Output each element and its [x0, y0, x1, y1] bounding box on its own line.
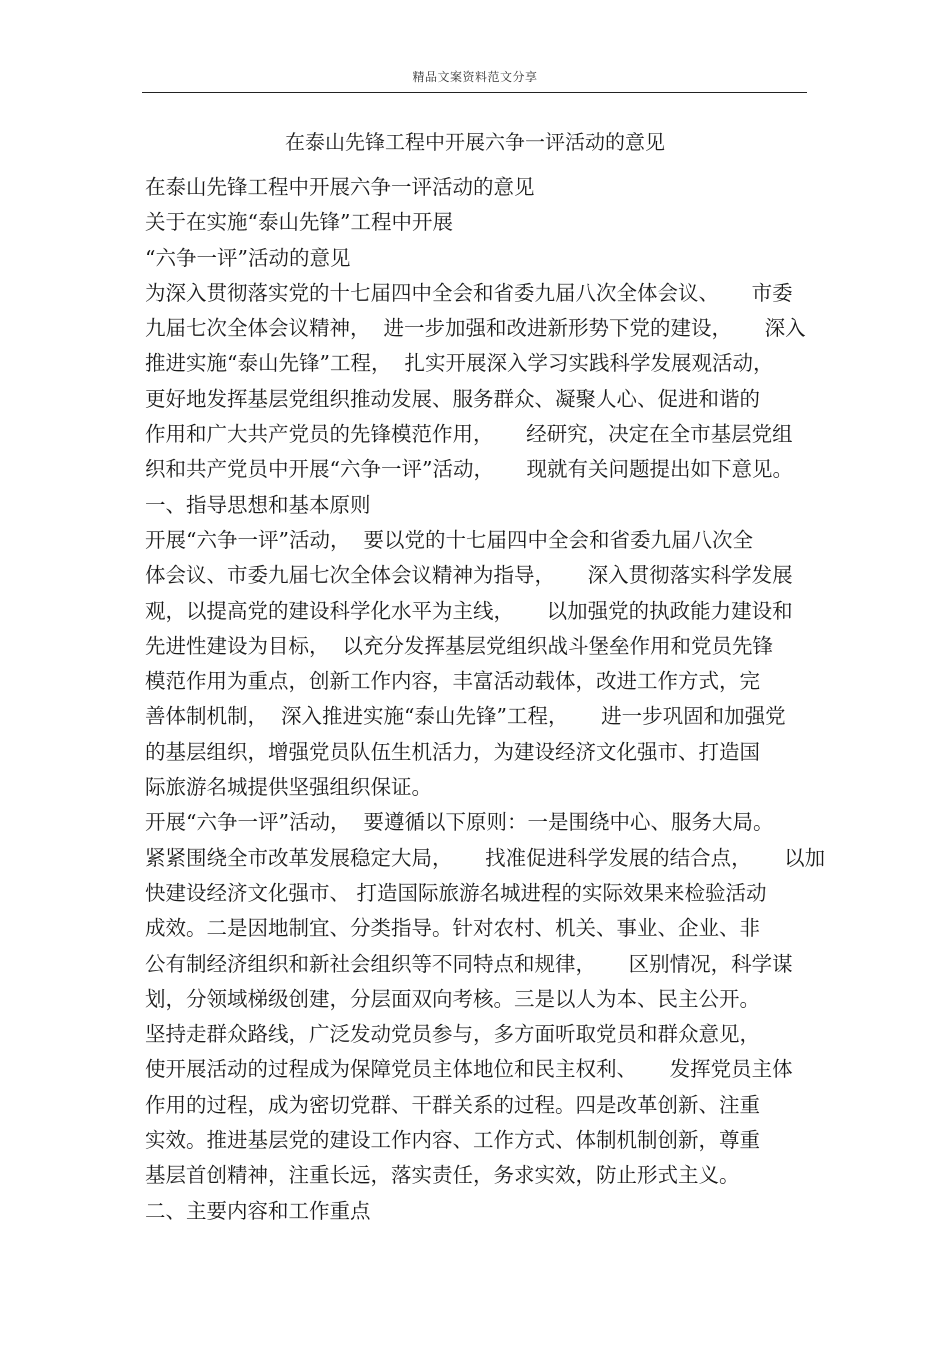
body-line: 观，以提高党的建设科学化水平为主线， 以加强党的执政能力建设和 [145, 598, 793, 623]
body-line: 在泰山先锋工程中开展六争一评活动的意见 [145, 175, 535, 199]
body-line: 开展“六争一评”活动， 要以党的十七届四中全会和省委九届八次全 [145, 527, 753, 552]
body-line: 先进性建设为目标， 以充分发挥基层党组织战斗堡垒作用和党员先锋 [145, 633, 774, 658]
body-line: 一、指导思想和基本原则 [145, 492, 371, 517]
body-line: 坚持走群众路线，广泛发动党员参与，多方面听取党员和群众意见， [145, 1022, 760, 1047]
body-line: 际旅游名城提供坚强组织保证。 [145, 775, 432, 800]
body-line: 紧紧围绕全市改革发展稳定大局， 找准促进科学发展的结合点， 以加 [145, 845, 826, 870]
body-line: 成效。二是因地制宜、分类指导。针对农村、机关、事业、企业、非 [145, 916, 760, 941]
body-line: 快建设经济文化强市、 打造国际旅游名城进程的实际效果来检验活动 [145, 880, 767, 905]
body-line: 善体制机制， 深入推进实施“泰山先锋”工程， 进一步巩固和加强党 [145, 704, 786, 729]
header-divider [142, 92, 807, 93]
body-line: 实效。推进基层党的建设工作内容、工作方式、体制机制创新，尊重 [145, 1128, 760, 1153]
body-line: 织和共产党员中开展“六争一评”活动， 现就有关问题提出如下意见。 [145, 457, 794, 482]
body-line: 为深入贯彻落实党的十七届四中全会和省委九届八次全体会议、 市委 [145, 280, 793, 305]
body-line: 划，分领域梯级创建，分层面双向考核。三是以人为本、民主公开。 [145, 986, 760, 1011]
document-body [145, 170, 826, 1229]
body-line: “六争一评”活动的意见 [145, 245, 351, 270]
body-line: 基层首创精神，注重长远，落实责任，务求实效，防止形式主义。 [145, 1163, 740, 1188]
body-line: 使开展活动的过程成为保障党员主体地位和民主权利、 发挥党员主体 [145, 1057, 793, 1082]
body-line: 公有制经济组织和新社会组织等不同特点和规律， 区别情况，科学谋 [145, 951, 793, 976]
body-line: 开展“六争一评”活动， 要遵循以下原则：一是围绕中心、服务大局。 [145, 810, 774, 835]
body-line: 九届七次全体会议精神， 进一步加强和改进新形势下党的建设， 深入 [145, 316, 806, 341]
document-title: 在泰山先锋工程中开展六争一评活动的意见 [285, 130, 665, 154]
body-line: 二、主要内容和工作重点 [145, 1198, 371, 1223]
body-line: 作用的过程，成为密切党群、干群关系的过程。四是改革创新、注重 [145, 1092, 760, 1117]
body-line: 更好地发挥基层党组织推动发展、服务群众、凝聚人心、促进和谐的 [145, 386, 760, 411]
page-header-text: 精品文案资料范文分享 [412, 70, 538, 84]
body-line: 的基层组织，增强党员队伍生机活力，为建设经济文化强市、打造国 [145, 739, 760, 764]
body-line: 关于在实施“泰山先锋”工程中开展 [145, 210, 453, 235]
body-line: 作用和广大共产党员的先锋模范作用， 经研究，决定在全市基层党组 [145, 422, 793, 447]
body-line: 推进实施“泰山先锋”工程， 扎实开展深入学习实践科学发展观活动， [145, 351, 774, 376]
body-line: 模范作用为重点，创新工作内容，丰富活动载体，改进工作方式，完 [145, 669, 760, 694]
body-line: 体会议、市委九届七次全体会议精神为指导， 深入贯彻落实科学发展 [145, 563, 793, 588]
